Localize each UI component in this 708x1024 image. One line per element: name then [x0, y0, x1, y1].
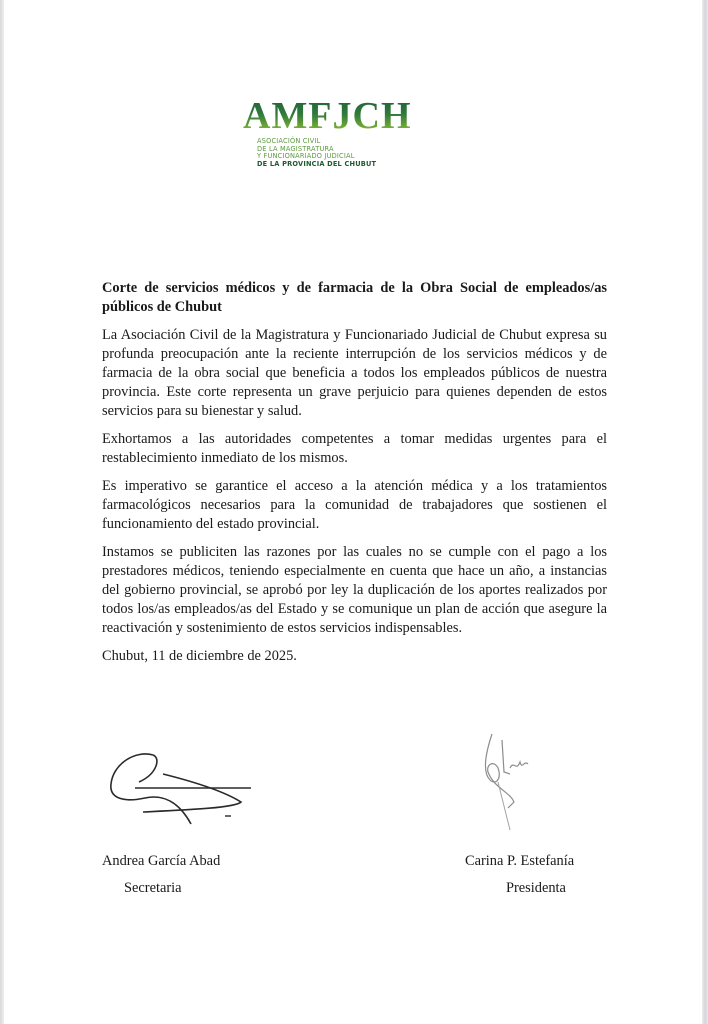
logo-acronym: AMFJCH — [243, 96, 483, 136]
page-edge-left — [0, 0, 4, 1024]
page-edge-right — [702, 0, 708, 1024]
paragraph: La Asociación Civil de la Magistratura y Funcionariado Judicial de Chubut expresa su profunda preocupación ante la reciente interrupción de los servicios médicos y de farmacia de la obra social que beneficia a todos los empleados públicos de nuestra provincia. Este corte representa un grave perjuicio para quienes dependen de estos servicios para su bienestar y salud. — [102, 327, 607, 419]
paragraph: Exhortamos a las autoridades competentes a tomar medidas urgentes para el restablecimiento inmediato de los mismos. — [102, 431, 607, 466]
signature-presidenta — [480, 732, 552, 832]
paragraph: Es imperativo se garantice el acceso a la atención médica y a los tratamientos farmacológicos necesarios para la comunidad de trabajadores que sostienen el funcionamiento del estado provincial. — [102, 478, 607, 532]
letter-title: Corte de servicios médicos y de farmacia de la Obra Social de empleados/as públicos de Chubut — [102, 280, 607, 315]
organization-logo — [243, 96, 483, 168]
logo-subtitle-line: DE LA PROVINCIA DEL CHUBUT — [257, 159, 377, 168]
logo-subtitle-line: Y FUNCIONARIADO JUDICIAL — [257, 152, 355, 161]
letter-body — [102, 279, 607, 666]
paragraph: Instamos se publiciten las razones por las cuales no se cumple con el pago a los prestadores médicos, teniendo especialmente en cuenta que hace un año, a instancias del gobierno provincial, se aprobó por ley la duplicación de los aportes realizados por todos los/as empleados/as del Estado y se comunique un plan de acción que asegure la reactivación y sostenimiento de estos servicios indispensables. — [102, 544, 607, 636]
signatory-role: Secretaria — [124, 880, 182, 896]
logo-subtitle — [257, 138, 483, 168]
signature-secretaria — [105, 752, 255, 832]
logo-subtitle-line: DE LA MAGISTRATURA — [257, 144, 334, 153]
signatory-name: Carina P. Estefanía — [465, 853, 575, 869]
place-date: Chubut, 11 de diciembre de 2025. — [102, 648, 297, 664]
signatory-role: Presidenta — [506, 880, 566, 896]
signatory-name: Andrea García Abad — [102, 853, 221, 869]
logo-subtitle-line: ASOCIACIÓN CIVIL — [257, 137, 321, 145]
